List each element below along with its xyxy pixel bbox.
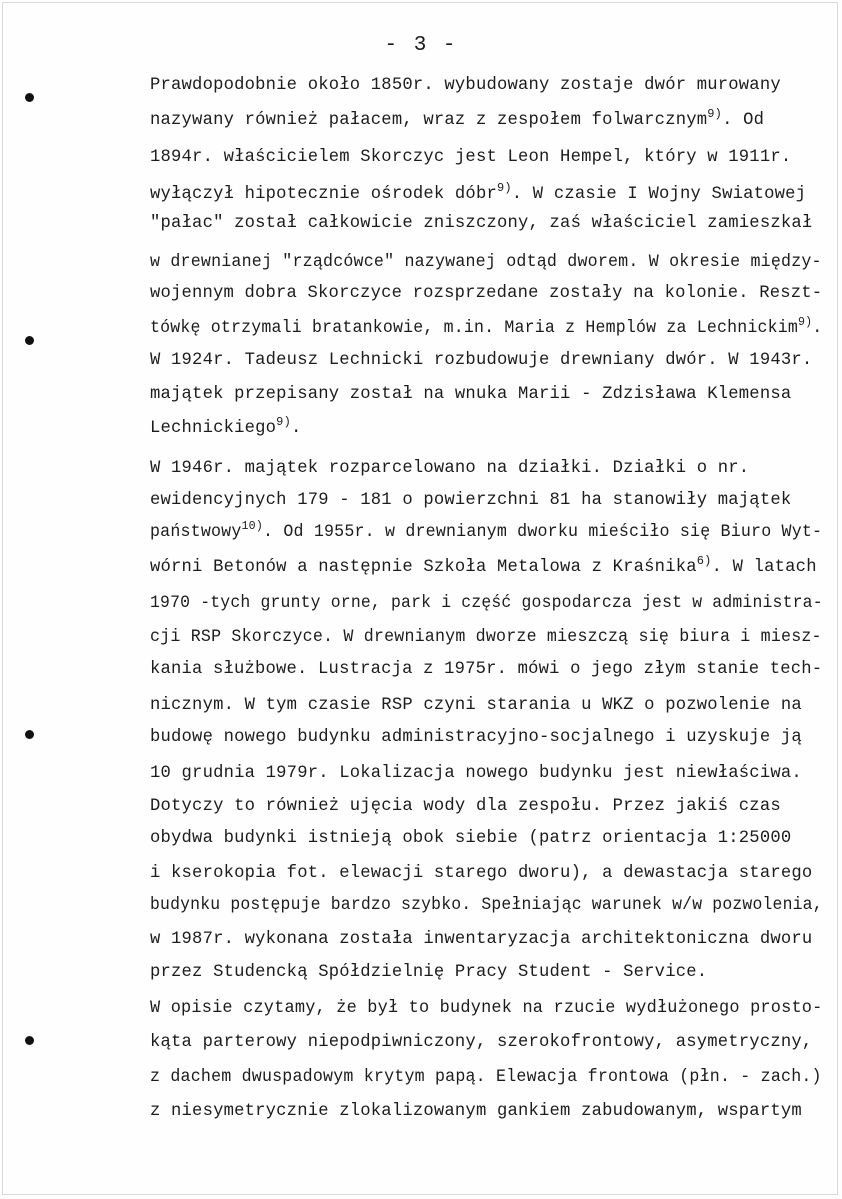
line-text-continued: . W czasie I Wojny Swiatowej: [511, 185, 807, 204]
punch-hole: [25, 93, 34, 102]
text-line: [150, 519, 823, 544]
punch-hole: [25, 336, 34, 345]
line-text: ewidencyjnych 179 - 181 o powierzchni 81 ha stanowiły majątek: [150, 491, 792, 510]
line-text: nazywany również pałacem, wraz z zespołem folwarcznym: [150, 111, 708, 130]
line-text: majątek przepisany został na wnuka Marii - Zdzisława Klemensa: [150, 385, 792, 404]
line-text: 1894r. właścicielem Skorczyc jest Leon Hempel, który w 1911r.: [150, 148, 792, 167]
footnote-reference: 9): [707, 107, 723, 121]
text-line: [150, 384, 791, 406]
text-line: [150, 929, 812, 951]
text-line: [150, 695, 802, 717]
text-line: [150, 458, 749, 480]
text-line: [150, 213, 812, 235]
text-line: [150, 727, 802, 749]
text-line: [150, 962, 707, 984]
line-text: obydwa budynki istnieją obok siebie (patrz orientacja 1:25000: [150, 829, 792, 848]
punch-hole: [25, 1036, 34, 1045]
text-line: [150, 1032, 812, 1054]
text-line: [150, 593, 823, 615]
footnote-reference: 6): [696, 554, 712, 568]
text-line: [150, 1067, 822, 1089]
text-line: [150, 147, 791, 169]
line-text: W opisie czytamy, że był to budynek na rzucie wydłużonego prosto-: [150, 999, 823, 1018]
footnote-reference: 9): [496, 181, 512, 195]
text-line: [150, 554, 817, 579]
text-line: [150, 828, 791, 850]
line-text: państwowy: [150, 523, 242, 542]
text-line: [150, 350, 812, 372]
text-line: [150, 627, 822, 649]
text-line: [150, 863, 812, 885]
line-text: "pałac" został całkowicie zniszczony, zaś właściciel zamieszkał: [150, 214, 813, 233]
text-line: [150, 107, 765, 132]
line-text: tówkę otrzymali bratankowie, m.in. Maria z Hemplów za Lechnickim: [150, 319, 799, 338]
line-text: i kserokopia fot. elewacji starego dworu), a dewastacja starego: [150, 864, 813, 883]
line-text: kania służbowe. Lustracja z 1975r. mówi o jego złym stanie tech-: [150, 660, 823, 679]
text-line: [150, 181, 807, 206]
footnote-reference: 9): [276, 415, 291, 429]
line-text: wyłączył hipotecznie ośrodek dóbr: [150, 185, 497, 204]
text-line: [150, 490, 791, 512]
line-text: Dotyczy to również ujęcia wody dla zespołu. Przez jakiś czas: [150, 797, 781, 816]
line-text: nicznym. W tym czasie RSP czyni starania u WKZ o pozwolenie na: [150, 696, 802, 715]
line-text: wojennym dobra Skorczyce rozsprzedane zostały na kolonie. Reszt-: [150, 284, 823, 303]
text-line: [150, 415, 302, 440]
line-text: 10 grudnia 1979r. Lokalizacja nowego budynku jest niewłaściwa.: [150, 764, 802, 783]
line-text-continued: . W latach: [711, 558, 817, 577]
line-text-continued: .: [812, 319, 823, 338]
line-text: kąta parterowy niepodpiwniczony, szerokofrontowy, asymetryczny,: [150, 1033, 813, 1052]
text-line: [150, 659, 822, 681]
line-text: W 1946r. majątek rozparcelowano na działki. Działki o nr.: [150, 459, 750, 478]
text-line: [150, 283, 822, 305]
footnote-reference: 10): [241, 519, 264, 533]
punch-hole: [25, 730, 34, 739]
line-text: budynku postępuje bardzo szybko. Spełniając warunek w/w pozwolenia,: [150, 896, 823, 915]
line-text: W 1924r. Tadeusz Lechnicki rozbudowuje drewniany dwór. W 1943r.: [150, 351, 813, 370]
line-text: budowę nowego budynku administracyjno-socjalnego i uzyskuje ją: [150, 728, 802, 747]
line-text-continued: .: [290, 419, 302, 438]
text-line: [150, 796, 781, 818]
line-text: Lechnickiego: [150, 419, 277, 438]
text-line: [150, 763, 802, 785]
text-line: [150, 315, 823, 340]
line-text: przez Studencką Spółdzielnię Pracy Student - Service.: [150, 963, 708, 982]
line-text: w 1987r. wykonana została inwentaryzacja architektoniczna dworu: [150, 930, 813, 949]
line-text: cji RSP Skorczyce. W drewnianym dworze mieszczą się biura i miesz-: [150, 628, 822, 647]
footnote-reference: 9): [798, 315, 813, 329]
line-text: z dachem dwuspadowym krytym papą. Elewacja frontowa (płn. - zach.): [150, 1068, 822, 1087]
line-text: Prawdopodobnie około 1850r. wybudowany zostaje dwór murowany: [150, 76, 781, 95]
text-line: [150, 895, 823, 917]
line-text: w drewnianej "rządcówce" nazywanej odtąd dworem. W okresie między-: [150, 253, 822, 272]
line-text: 1970 -tych grunty orne, park i część gospodarcza jest w administra-: [150, 594, 823, 613]
line-text: wórni Betonów a następnie Szkoła Metalowa z Kraśnika: [150, 558, 697, 577]
line-text-continued: . Od: [722, 111, 765, 130]
line-text: z niesymetrycznie zlokalizowanym gankiem zabudowanym, wspartym: [150, 1102, 802, 1121]
line-text-continued: . Od 1955r. w drewnianym dworku mieściło się Biuro Wyt-: [263, 523, 823, 542]
page-number: - 3 -: [384, 34, 458, 57]
text-line: [150, 75, 781, 97]
text-line: [150, 252, 822, 274]
text-line: [150, 1101, 802, 1123]
text-line: [150, 998, 822, 1020]
